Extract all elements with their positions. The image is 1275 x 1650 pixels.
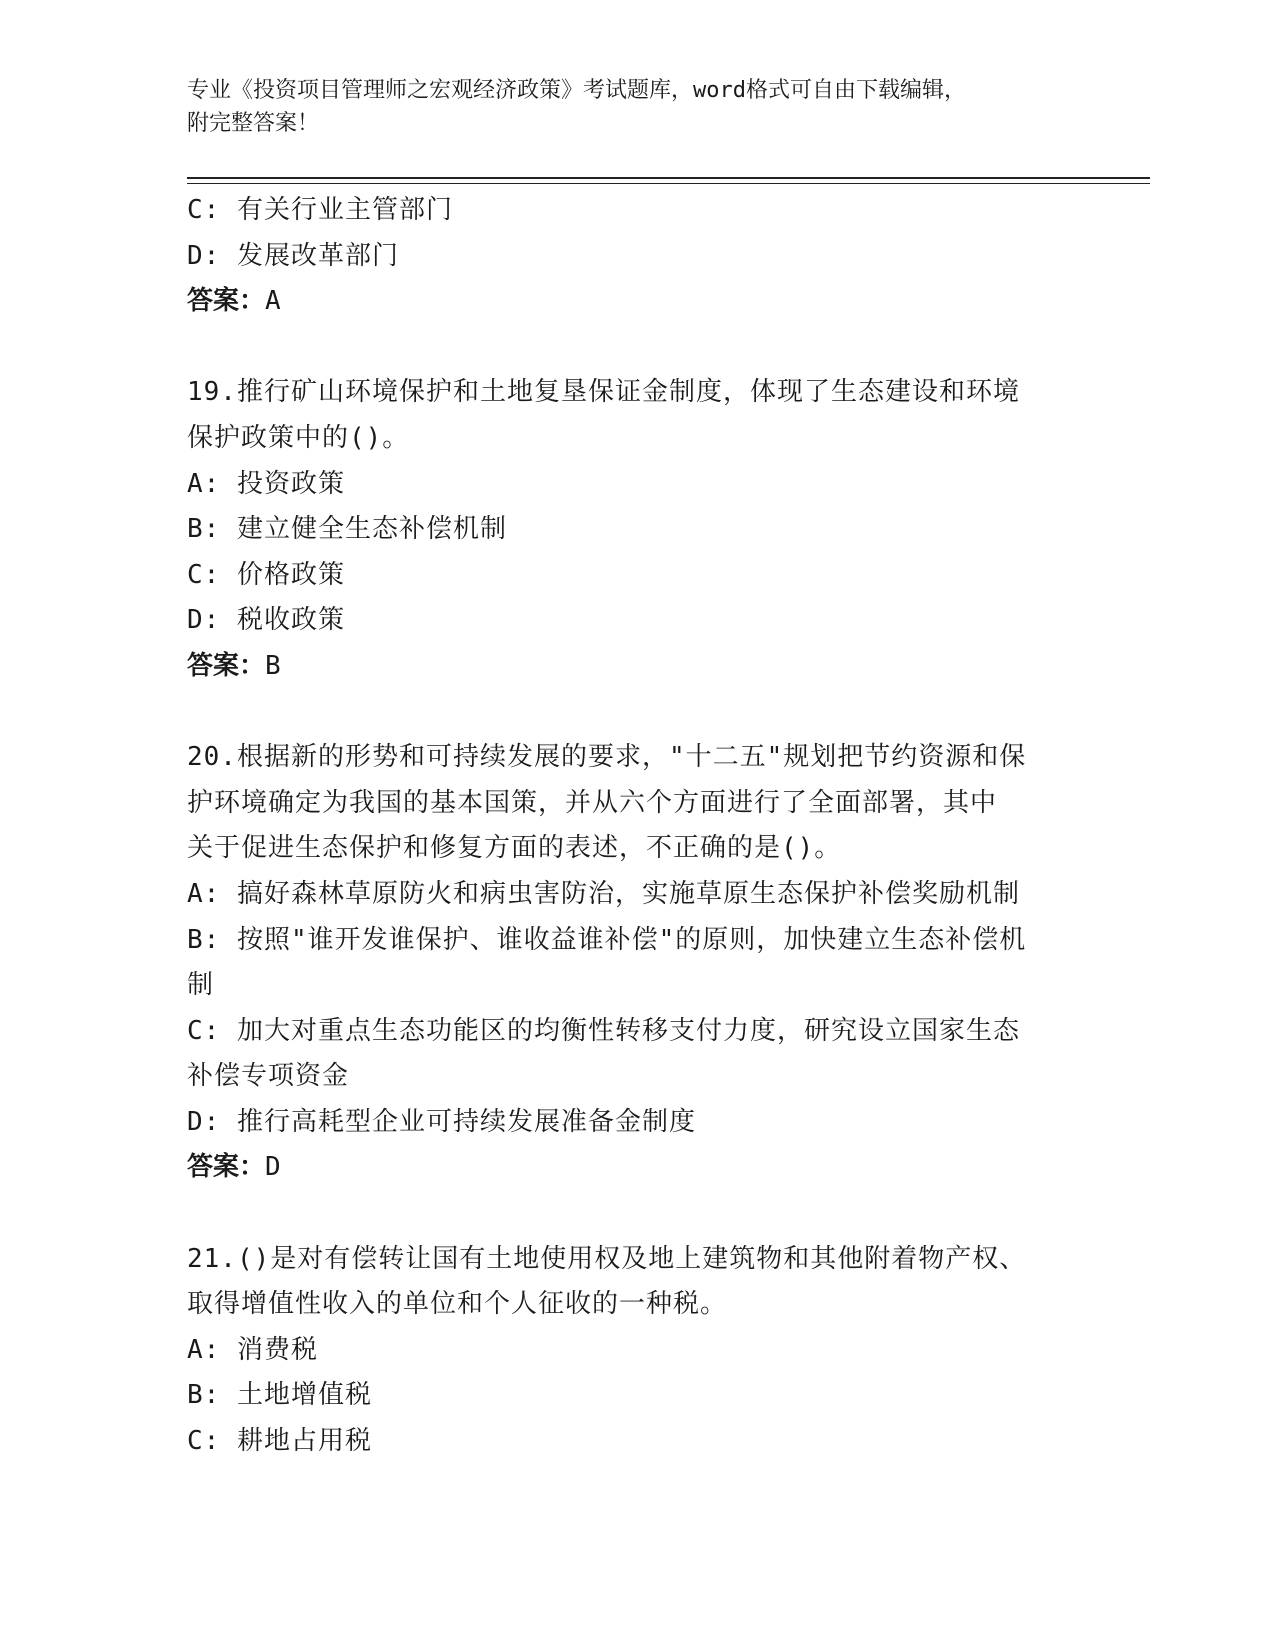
answer-label: 答案： [187, 650, 266, 681]
header-divider-thick [187, 177, 1150, 179]
q20-answer-value: D [265, 1152, 282, 1183]
answer-label: 答案： [187, 286, 266, 317]
q20-stem-line-1: 20.根据新的形势和可持续发展的要求，"十二五"规划把节约资源和保 [187, 742, 1027, 773]
q21-option-c: C: 耕地占用税 [187, 1426, 372, 1457]
header-line-1: 专业《投资项目管理师之宏观经济政策》考试题库，word格式可自由下载编辑， [187, 78, 966, 103]
q19-option-b: B: 建立健全生态补偿机制 [187, 514, 507, 545]
q19-option-c: C: 价格政策 [187, 559, 345, 590]
q18-answer [187, 279, 1067, 325]
q19-option-a: A: 投资政策 [187, 468, 345, 499]
q20-option-b-line-2: 制 [187, 970, 215, 1001]
question-19 [187, 370, 1067, 689]
spacer [187, 1191, 1067, 1237]
q21-option-a: A: 消费税 [187, 1334, 318, 1365]
q18-answer-value: A [265, 286, 282, 317]
spacer [187, 690, 1067, 736]
q21-stem-line-2: 取得增值性收入的单位和个人征收的一种税。 [187, 1289, 728, 1320]
q20-stem-line-3: 关于促进生态保护和修复方面的表述，不正确的是()。 [187, 833, 842, 864]
q19-answer [187, 644, 1067, 690]
answer-label: 答案： [187, 1152, 266, 1183]
q20-option-d: D: 推行高耗型企业可持续发展准备金制度 [187, 1106, 696, 1137]
q19-option-d: D: 税收政策 [187, 605, 345, 636]
question-21 [187, 1237, 1067, 1465]
question-content [187, 188, 1067, 1465]
q20-option-c-line-1: C: 加大对重点生态功能区的均衡性转移支付力度，研究设立国家生态 [187, 1015, 1020, 1046]
q21-option-b: B: 土地增值税 [187, 1380, 372, 1411]
document-header [187, 74, 1087, 140]
q20-option-c-line-2: 补偿专项资金 [187, 1061, 350, 1092]
q18-option-d: D: 发展改革部门 [187, 240, 399, 271]
header-divider-thin [187, 183, 1150, 184]
q20-option-a: A: 搞好森林草原防火和病虫害防治，实施草原生态保护补偿奖励机制 [187, 878, 1020, 909]
spacer [187, 325, 1067, 371]
q20-option-b-line-1: B: 按照"谁开发谁保护、谁收益谁补偿"的原则，加快建立生态补偿机 [187, 924, 1027, 955]
q21-stem-line-1: 21.()是对有偿转让国有土地使用权及地上建筑物和其他附着物产权、 [187, 1243, 1027, 1274]
q19-stem-line-2: 保护政策中的()。 [187, 422, 410, 453]
q19-stem-line-1: 19.推行矿山环境保护和土地复垦保证金制度，体现了生态建设和环境 [187, 377, 1020, 408]
q20-answer [187, 1145, 1067, 1191]
q20-stem-line-2: 护环境确定为我国的基本国策，并从六个方面进行了全面部署，其中 [187, 787, 998, 818]
header-line-2: 附完整答案！ [187, 111, 320, 136]
question-18-tail [187, 188, 1067, 325]
q18-option-c: C: 有关行业主管部门 [187, 195, 453, 225]
question-20 [187, 735, 1067, 1191]
q19-answer-value: B [265, 650, 282, 681]
